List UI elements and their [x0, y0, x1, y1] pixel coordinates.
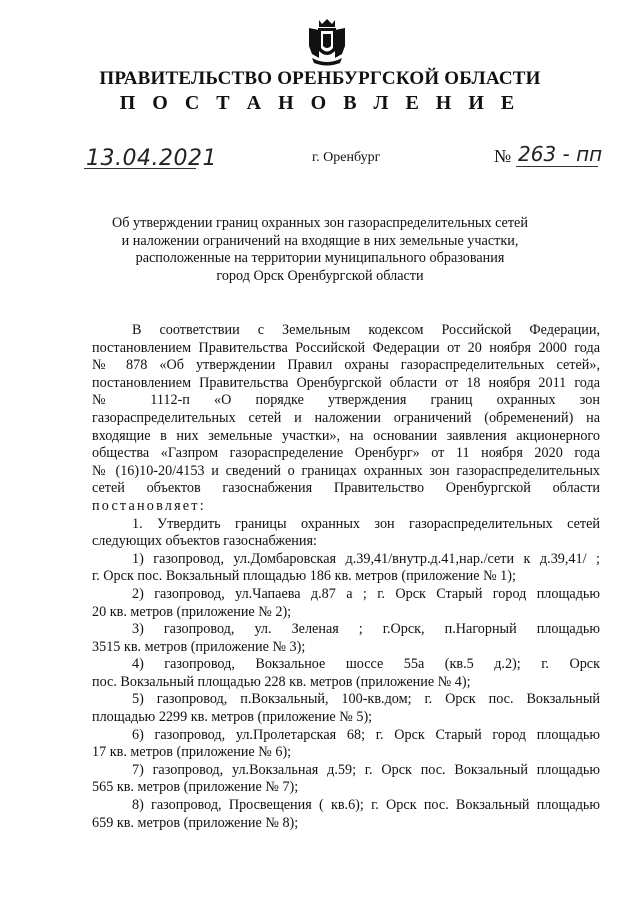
item-line: 5) газопровод, п.Вокзальный, 100-кв.дом; г. Орск пос. Вокзальный	[132, 691, 600, 708]
document-subject	[60, 215, 580, 285]
subject-line: Об утверждении границ охранных зон газораспределительных сетей	[112, 215, 528, 231]
item-line: г. Орск пос. Вокзальный площадью 186 кв. метров (приложение № 1);	[92, 568, 516, 585]
preamble-line: общества «Газпром газораспределение Оренбург» от 11 ноября 2020 года	[92, 445, 600, 462]
preamble-line: газораспределительных сетей и наложении ограничений (обременений) на	[92, 409, 600, 426]
item-line: пос. Вокзальный площадью 228 кв. метров (приложение № 4);	[92, 673, 471, 690]
number-sign: №	[494, 146, 512, 166]
item-line: 6) газопровод, ул.Пролетарская 68; г. Орск Старый город площадью	[132, 726, 600, 743]
document-type: П О С Т А Н О В Л Е Н И Е	[119, 92, 521, 114]
preamble-line: № 878 «Об утверждении Правил охраны газораспределительных сетей»,	[92, 357, 600, 374]
preamble-line: № 1112-п «О порядке утверждения границ охранных зон	[92, 392, 600, 409]
item-line: 1) газопровод, ул.Домбаровская д.39,41/внутр.д.41,нар./сети к д.39,41/ ;	[132, 550, 600, 567]
date-underline	[84, 168, 196, 169]
subject-line: расположенные на территории муниципального образования	[135, 250, 505, 267]
subject-line: и наложении ограничений на входящие в них земельные участки,	[121, 232, 519, 249]
preamble-line: сетей объектов газоснабжения Правительство Оренбургской области	[92, 480, 600, 497]
item-line: 20 кв. метров (приложение № 2);	[92, 603, 292, 620]
document-city: г. Оренбург	[312, 150, 381, 165]
document-number: 263 - пп	[518, 142, 603, 166]
item-line: 3) газопровод, ул. Зеленая ; г.Орск, п.Нагорный площадью	[132, 621, 600, 638]
number-underline	[516, 166, 598, 167]
resolves-word: постановляет:	[92, 497, 206, 514]
item-line: 565 кв. метров (приложение № 7);	[92, 779, 299, 796]
item-line: 2) газопровод, ул.Чапаева д.87 а ; г. Орск Старый город площадью	[132, 585, 600, 602]
preamble-line: постановлением Правительства Российской Федерации от 20 ноября 2000 года	[92, 339, 600, 356]
item-line: 8) газопровод, Просвещения ( кв.6); г. Орск пос. Вокзальный площадью	[132, 797, 600, 814]
coat-of-arms-icon	[306, 18, 348, 66]
preamble-line: В соответствии с Земельным кодексом Российской Федерации,	[132, 322, 600, 338]
preamble-line: № (16)10-20/4153 и сведений о границах охранных зон газораспределительных	[92, 462, 600, 479]
item-line: 659 кв. метров (приложение № 8);	[92, 814, 299, 831]
preamble-line: постановлением Правительства Оренбургской области от 18 ноября 2011 года	[92, 374, 600, 391]
item-line: площадью 2299 кв. метров (приложение № 5);	[92, 709, 373, 726]
item-line: 4) газопровод, Вокзальное шоссе 55а (кв.5 д.2); г. Орск	[132, 656, 600, 673]
document-body	[92, 322, 600, 832]
item-line: 7) газопровод, ул.Вокзальная д.59; г. Орск пос. Вокзальный площадью	[132, 761, 600, 778]
government-title: ПРАВИТЕЛЬСТВО ОРЕНБУРГСКОЙ ОБЛАСТИ	[99, 68, 541, 89]
item-line: 1. Утвердить границы охранных зон газораспределительных сетей	[132, 515, 600, 532]
item-line: следующих объектов газоснабжения:	[92, 533, 317, 550]
item-line: 17 кв. метров (приложение № 6);	[92, 744, 292, 761]
preamble-line: входящие в них земельные участки», на основании заявления акционерного	[92, 427, 600, 444]
item-line: 3515 кв. метров (приложение № 3);	[92, 638, 306, 655]
subject-line: город Орск Оренбургской области	[216, 267, 424, 284]
document-date: 13.04.2021	[86, 146, 217, 171]
